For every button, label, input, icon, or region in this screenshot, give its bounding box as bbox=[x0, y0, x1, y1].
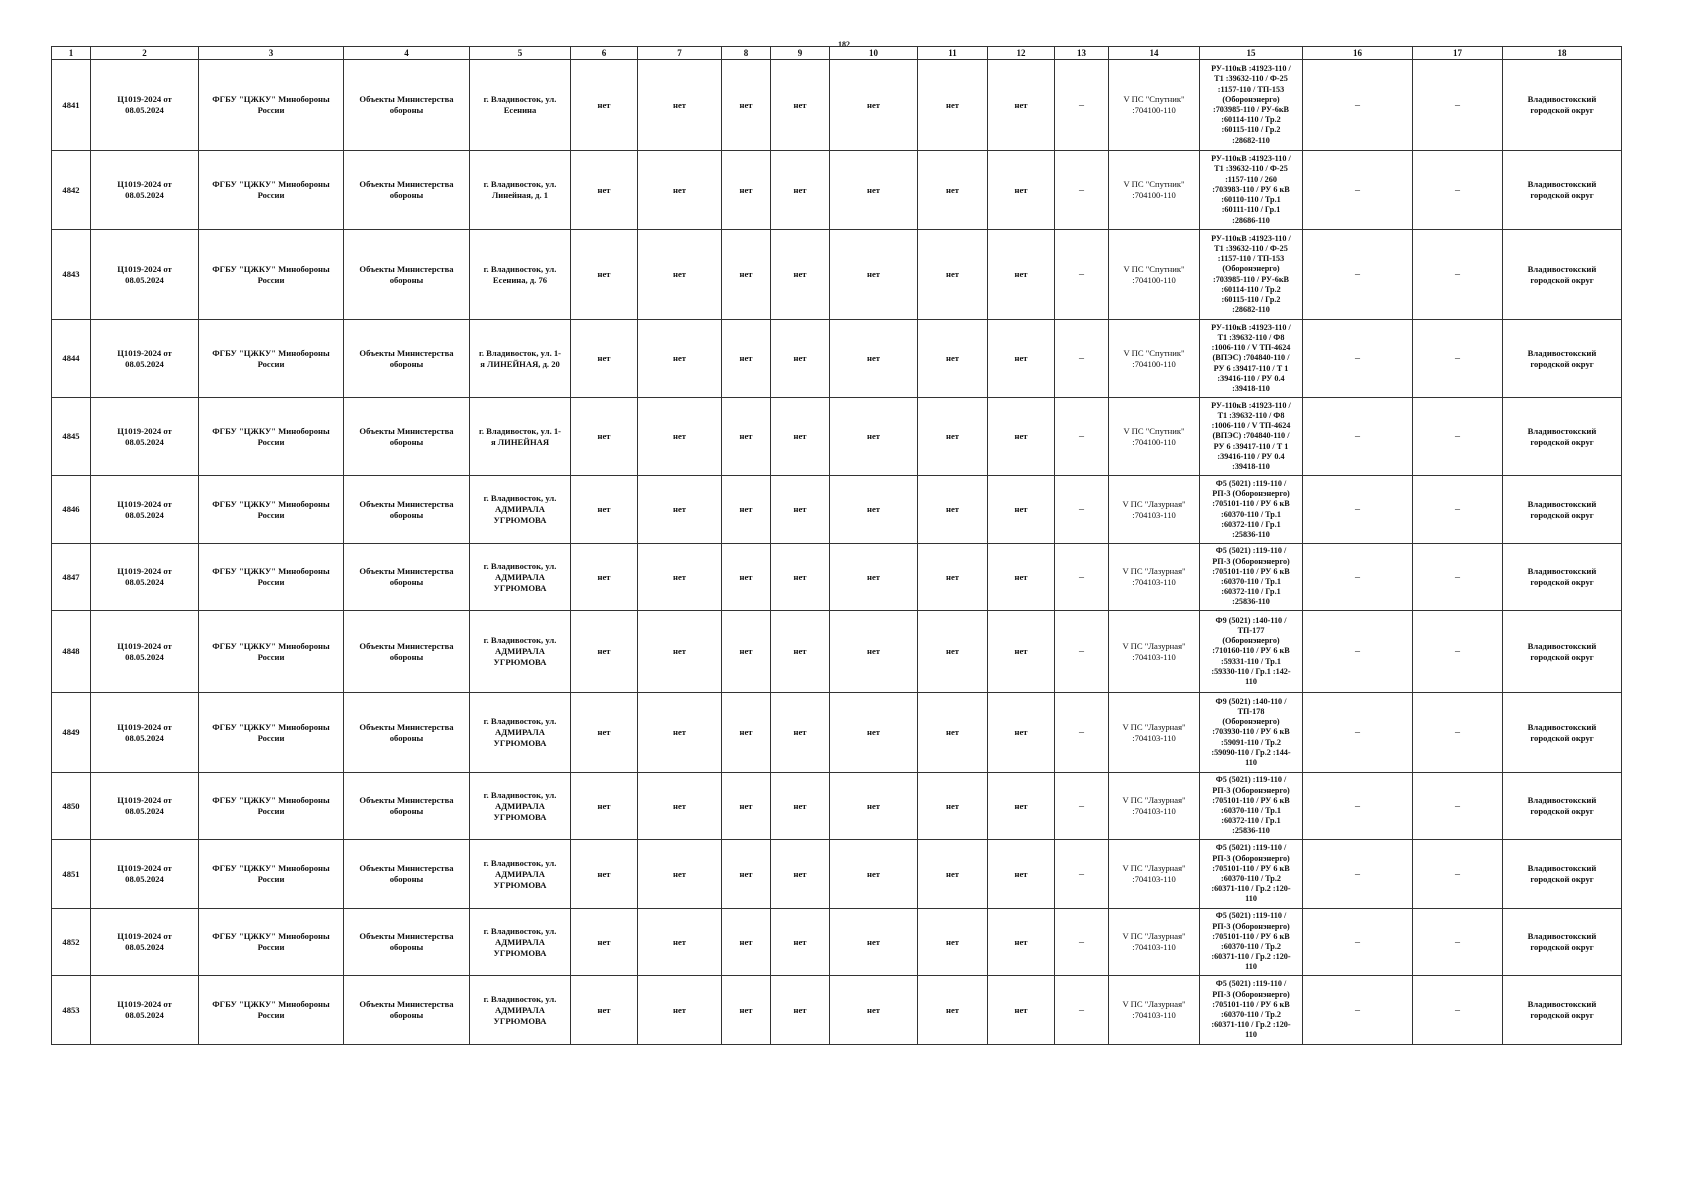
col16-value: – bbox=[1303, 230, 1413, 320]
col-header: 7 bbox=[638, 47, 722, 60]
col9-value: нет bbox=[771, 976, 830, 1045]
organization: ФГБУ "ЦЖКУ" Минобороны России bbox=[199, 976, 344, 1045]
col13-value: – bbox=[1055, 611, 1109, 693]
connection-route: Ф9 (5021) :140-110 / ТП-177 (Оборонэнерго) :710160-110 / РУ 6 кВ :59331-110 / Тр.1 :59330-110 / Гр.1 :142- 110 bbox=[1200, 611, 1303, 693]
col8-value: нет bbox=[722, 60, 771, 151]
address: г. Владивосток, ул. АДМИРАЛА УГРЮМОВА bbox=[470, 693, 571, 773]
col16-value: – bbox=[1303, 398, 1413, 476]
col13-value: – bbox=[1055, 230, 1109, 320]
col11-value: нет bbox=[918, 544, 988, 611]
district: Владивостокский городской округ bbox=[1503, 230, 1622, 320]
substation: V ПС "Спутник" :704100-110 bbox=[1109, 60, 1200, 151]
col17-value: – bbox=[1413, 230, 1503, 320]
col6-value: нет bbox=[571, 840, 638, 909]
col12-value: нет bbox=[988, 320, 1055, 398]
permit-number: Ц1019-2024 от 08.05.2024 bbox=[91, 693, 199, 773]
connection-route: РУ-110кВ :41923-110 / Т1 :39632-110 / Ф8 :1006-110 / V ТП-4624 (ВПЭС) :704840-110 / РУ 6 :39417-110 / Т 1 :39416-110 / РУ 0.4 :39418-110 bbox=[1200, 320, 1303, 398]
col6-value: нет bbox=[571, 320, 638, 398]
table-row bbox=[52, 151, 1622, 230]
col13-value: – bbox=[1055, 693, 1109, 773]
col13-value: – bbox=[1055, 840, 1109, 909]
col8-value: нет bbox=[722, 976, 771, 1045]
col6-value: нет bbox=[571, 693, 638, 773]
permit-number: Ц1019-2024 от 08.05.2024 bbox=[91, 398, 199, 476]
substation: V ПС "Лазурная" :704103-110 bbox=[1109, 909, 1200, 976]
table-row bbox=[52, 773, 1622, 840]
district: Владивостокский городской округ bbox=[1503, 611, 1622, 693]
address: г. Владивосток, ул. АДМИРАЛА УГРЮМОВА bbox=[470, 773, 571, 840]
col7-value: нет bbox=[638, 909, 722, 976]
connection-route: Ф5 (5021) :119-110 / РП-3 (Оборонэнерго) :705101-110 / РУ 6 кВ :60370-110 / Тр.2 :60371-110 / Гр.2 :120- 110 bbox=[1200, 909, 1303, 976]
connection-route: Ф5 (5021) :119-110 / РП-3 (Оборонэнерго) :705101-110 / РУ 6 кВ :60370-110 / Тр.2 :60371-110 / Гр.2 :120- 110 bbox=[1200, 840, 1303, 909]
object-name: Объекты Министерства обороны bbox=[344, 476, 470, 544]
col11-value: нет bbox=[918, 909, 988, 976]
table-row bbox=[52, 476, 1622, 544]
col11-value: нет bbox=[918, 840, 988, 909]
col10-value: нет bbox=[830, 773, 918, 840]
col17-value: – bbox=[1413, 611, 1503, 693]
object-name: Объекты Министерства обороны bbox=[344, 773, 470, 840]
col12-value: нет bbox=[988, 230, 1055, 320]
col13-value: – bbox=[1055, 544, 1109, 611]
col12-value: нет bbox=[988, 544, 1055, 611]
col16-value: – bbox=[1303, 60, 1413, 151]
table-body bbox=[52, 60, 1622, 1045]
col-header: 18 bbox=[1503, 47, 1622, 60]
table-row bbox=[52, 611, 1622, 693]
col12-value: нет bbox=[988, 693, 1055, 773]
organization: ФГБУ "ЦЖКУ" Минобороны России bbox=[199, 840, 344, 909]
col-header: 1 bbox=[52, 47, 91, 60]
substation: V ПС "Спутник" :704100-110 bbox=[1109, 230, 1200, 320]
permit-number: Ц1019-2024 от 08.05.2024 bbox=[91, 230, 199, 320]
col13-value: – bbox=[1055, 476, 1109, 544]
table-row bbox=[52, 693, 1622, 773]
col8-value: нет bbox=[722, 544, 771, 611]
table-row bbox=[52, 840, 1622, 909]
object-name: Объекты Министерства обороны bbox=[344, 544, 470, 611]
organization: ФГБУ "ЦЖКУ" Минобороны России bbox=[199, 909, 344, 976]
col11-value: нет bbox=[918, 476, 988, 544]
col9-value: нет bbox=[771, 398, 830, 476]
col17-value: – bbox=[1413, 320, 1503, 398]
permit-number: Ц1019-2024 от 08.05.2024 bbox=[91, 840, 199, 909]
col17-value: – bbox=[1413, 151, 1503, 230]
col9-value: нет bbox=[771, 840, 830, 909]
permit-number: Ц1019-2024 от 08.05.2024 bbox=[91, 476, 199, 544]
col7-value: нет bbox=[638, 320, 722, 398]
table-row bbox=[52, 60, 1622, 151]
object-name: Объекты Министерства обороны bbox=[344, 60, 470, 151]
table-row bbox=[52, 976, 1622, 1045]
col13-value: – bbox=[1055, 151, 1109, 230]
col10-value: нет bbox=[830, 693, 918, 773]
col13-value: – bbox=[1055, 320, 1109, 398]
address: г. Владивосток, ул. АДМИРАЛА УГРЮМОВА bbox=[470, 976, 571, 1045]
organization: ФГБУ "ЦЖКУ" Минобороны России bbox=[199, 476, 344, 544]
col12-value: нет bbox=[988, 909, 1055, 976]
col13-value: – bbox=[1055, 60, 1109, 151]
col6-value: нет bbox=[571, 398, 638, 476]
connection-route: РУ-110кВ :41923-110 / Т1 :39632-110 / Ф-25 :1157-110 / ТП-153 (Оборонэнерго) :703985-110 / РУ-6кВ :60114-110 / Тр.2 :60115-110 / Гр.2 :28682-110 bbox=[1200, 60, 1303, 151]
address: г. Владивосток, ул. Есенина bbox=[470, 60, 571, 151]
substation: V ПС "Лазурная" :704103-110 bbox=[1109, 611, 1200, 693]
col9-value: нет bbox=[771, 693, 830, 773]
table-row bbox=[52, 320, 1622, 398]
col10-value: нет bbox=[830, 909, 918, 976]
organization: ФГБУ "ЦЖКУ" Минобороны России bbox=[199, 693, 344, 773]
permit-number: Ц1019-2024 от 08.05.2024 bbox=[91, 544, 199, 611]
address: г. Владивосток, ул. АДМИРАЛА УГРЮМОВА bbox=[470, 840, 571, 909]
col10-value: нет bbox=[830, 230, 918, 320]
col-header: 11 bbox=[918, 47, 988, 60]
header-row bbox=[52, 47, 1622, 60]
col-header: 5 bbox=[470, 47, 571, 60]
col9-value: нет bbox=[771, 476, 830, 544]
col6-value: нет bbox=[571, 151, 638, 230]
col7-value: нет bbox=[638, 611, 722, 693]
organization: ФГБУ "ЦЖКУ" Минобороны России bbox=[199, 60, 344, 151]
object-name: Объекты Министерства обороны bbox=[344, 230, 470, 320]
address: г. Владивосток, ул. Есенина, д. 76 bbox=[470, 230, 571, 320]
row-number: 4850 bbox=[52, 773, 91, 840]
district: Владивостокский городской округ bbox=[1503, 544, 1622, 611]
connection-route: Ф5 (5021) :119-110 / РП-3 (Оборонэнерго) :705101-110 / РУ 6 кВ :60370-110 / Тр.1 :60372-110 / Гр.1 :25836-110 bbox=[1200, 476, 1303, 544]
object-name: Объекты Министерства обороны bbox=[344, 976, 470, 1045]
permit-number: Ц1019-2024 от 08.05.2024 bbox=[91, 611, 199, 693]
col17-value: – bbox=[1413, 693, 1503, 773]
col10-value: нет bbox=[830, 611, 918, 693]
col16-value: – bbox=[1303, 840, 1413, 909]
address: г. Владивосток, ул. АДМИРАЛА УГРЮМОВА bbox=[470, 611, 571, 693]
col17-value: – bbox=[1413, 60, 1503, 151]
row-number: 4843 bbox=[52, 230, 91, 320]
col6-value: нет bbox=[571, 909, 638, 976]
permit-number: Ц1019-2024 от 08.05.2024 bbox=[91, 151, 199, 230]
col11-value: нет bbox=[918, 611, 988, 693]
connection-route: Ф5 (5021) :119-110 / РП-3 (Оборонэнерго) :705101-110 / РУ 6 кВ :60370-110 / Тр.1 :60372-110 / Гр.1 :25836-110 bbox=[1200, 544, 1303, 611]
col9-value: нет bbox=[771, 230, 830, 320]
col11-value: нет bbox=[918, 230, 988, 320]
row-number: 4851 bbox=[52, 840, 91, 909]
col12-value: нет bbox=[988, 398, 1055, 476]
col-header: 9 bbox=[771, 47, 830, 60]
permit-number: Ц1019-2024 от 08.05.2024 bbox=[91, 320, 199, 398]
col11-value: нет bbox=[918, 398, 988, 476]
col17-value: – bbox=[1413, 544, 1503, 611]
col12-value: нет bbox=[988, 476, 1055, 544]
district: Владивостокский городской округ bbox=[1503, 840, 1622, 909]
col-header: 3 bbox=[199, 47, 344, 60]
col7-value: нет bbox=[638, 693, 722, 773]
col8-value: нет bbox=[722, 773, 771, 840]
col9-value: нет bbox=[771, 611, 830, 693]
permit-number: Ц1019-2024 от 08.05.2024 bbox=[91, 773, 199, 840]
col12-value: нет bbox=[988, 151, 1055, 230]
col-header: 17 bbox=[1413, 47, 1503, 60]
col9-value: нет bbox=[771, 909, 830, 976]
col8-value: нет bbox=[722, 909, 771, 976]
permit-number: Ц1019-2024 от 08.05.2024 bbox=[91, 909, 199, 976]
col8-value: нет bbox=[722, 693, 771, 773]
substation: V ПС "Спутник" :704100-110 bbox=[1109, 151, 1200, 230]
col9-value: нет bbox=[771, 773, 830, 840]
col16-value: – bbox=[1303, 909, 1413, 976]
col7-value: нет bbox=[638, 840, 722, 909]
col-header: 15 bbox=[1200, 47, 1303, 60]
substation: V ПС "Лазурная" :704103-110 bbox=[1109, 693, 1200, 773]
col10-value: нет bbox=[830, 398, 918, 476]
district: Владивостокский городской округ bbox=[1503, 773, 1622, 840]
organization: ФГБУ "ЦЖКУ" Минобороны России bbox=[199, 151, 344, 230]
organization: ФГБУ "ЦЖКУ" Минобороны России bbox=[199, 773, 344, 840]
table-row bbox=[52, 909, 1622, 976]
col7-value: нет bbox=[638, 151, 722, 230]
permit-number: Ц1019-2024 от 08.05.2024 bbox=[91, 60, 199, 151]
col-header: 6 bbox=[571, 47, 638, 60]
district: Владивостокский городской округ bbox=[1503, 976, 1622, 1045]
col10-value: нет bbox=[830, 320, 918, 398]
col16-value: – bbox=[1303, 544, 1413, 611]
col-header: 13 bbox=[1055, 47, 1109, 60]
object-name: Объекты Министерства обороны bbox=[344, 151, 470, 230]
permit-number: Ц1019-2024 от 08.05.2024 bbox=[91, 976, 199, 1045]
col17-value: – bbox=[1413, 773, 1503, 840]
address: г. Владивосток, ул. АДМИРАЛА УГРЮМОВА bbox=[470, 909, 571, 976]
organization: ФГБУ "ЦЖКУ" Минобороны России bbox=[199, 544, 344, 611]
col10-value: нет bbox=[830, 544, 918, 611]
col7-value: нет bbox=[638, 544, 722, 611]
col13-value: – bbox=[1055, 909, 1109, 976]
address: г. Владивосток, ул. Линейная, д. 1 bbox=[470, 151, 571, 230]
col-header: 12 bbox=[988, 47, 1055, 60]
col12-value: нет bbox=[988, 976, 1055, 1045]
col7-value: нет bbox=[638, 398, 722, 476]
row-number: 4844 bbox=[52, 320, 91, 398]
col6-value: нет bbox=[571, 773, 638, 840]
col10-value: нет bbox=[830, 976, 918, 1045]
district: Владивостокский городской округ bbox=[1503, 476, 1622, 544]
col9-value: нет bbox=[771, 544, 830, 611]
object-name: Объекты Министерства обороны bbox=[344, 693, 470, 773]
col-header: 14 bbox=[1109, 47, 1200, 60]
row-number: 4841 bbox=[52, 60, 91, 151]
organization: ФГБУ "ЦЖКУ" Минобороны России bbox=[199, 320, 344, 398]
substation: V ПС "Лазурная" :704103-110 bbox=[1109, 773, 1200, 840]
col6-value: нет bbox=[571, 544, 638, 611]
col10-value: нет bbox=[830, 840, 918, 909]
row-number: 4845 bbox=[52, 398, 91, 476]
col16-value: – bbox=[1303, 320, 1413, 398]
col11-value: нет bbox=[918, 60, 988, 151]
row-number: 4847 bbox=[52, 544, 91, 611]
col17-value: – bbox=[1413, 476, 1503, 544]
col8-value: нет bbox=[722, 320, 771, 398]
object-name: Объекты Министерства обороны bbox=[344, 909, 470, 976]
col16-value: – bbox=[1303, 976, 1413, 1045]
col11-value: нет bbox=[918, 976, 988, 1045]
substation: V ПС "Лазурная" :704103-110 bbox=[1109, 544, 1200, 611]
district: Владивостокский городской округ bbox=[1503, 693, 1622, 773]
substation: V ПС "Лазурная" :704103-110 bbox=[1109, 976, 1200, 1045]
connection-route: Ф5 (5021) :119-110 / РП-3 (Оборонэнерго) :705101-110 / РУ 6 кВ :60370-110 / Тр.1 :60372-110 / Гр.1 :25836-110 bbox=[1200, 773, 1303, 840]
col7-value: нет bbox=[638, 60, 722, 151]
col11-value: нет bbox=[918, 773, 988, 840]
object-name: Объекты Министерства обороны bbox=[344, 611, 470, 693]
col13-value: – bbox=[1055, 976, 1109, 1045]
table-row bbox=[52, 230, 1622, 320]
col16-value: – bbox=[1303, 693, 1413, 773]
registry-table bbox=[51, 46, 1622, 1045]
col7-value: нет bbox=[638, 230, 722, 320]
organization: ФГБУ "ЦЖКУ" Минобороны России bbox=[199, 611, 344, 693]
page-number: 182 bbox=[838, 40, 850, 49]
substation: V ПС "Лазурная" :704103-110 bbox=[1109, 840, 1200, 909]
address: г. Владивосток, ул. АДМИРАЛА УГРЮМОВА bbox=[470, 544, 571, 611]
col16-value: – bbox=[1303, 611, 1413, 693]
object-name: Объекты Министерства обороны bbox=[344, 320, 470, 398]
row-number: 4849 bbox=[52, 693, 91, 773]
col10-value: нет bbox=[830, 60, 918, 151]
col17-value: – bbox=[1413, 840, 1503, 909]
col7-value: нет bbox=[638, 476, 722, 544]
col9-value: нет bbox=[771, 320, 830, 398]
row-number: 4846 bbox=[52, 476, 91, 544]
address: г. Владивосток, ул. 1- я ЛИНЕЙНАЯ, д. 20 bbox=[470, 320, 571, 398]
row-number: 4852 bbox=[52, 909, 91, 976]
table-row bbox=[52, 398, 1622, 476]
address: г. Владивосток, ул. 1- я ЛИНЕЙНАЯ bbox=[470, 398, 571, 476]
row-number: 4853 bbox=[52, 976, 91, 1045]
district: Владивостокский городской округ bbox=[1503, 151, 1622, 230]
col17-value: – bbox=[1413, 976, 1503, 1045]
row-number: 4842 bbox=[52, 151, 91, 230]
district: Владивостокский городской округ bbox=[1503, 320, 1622, 398]
col7-value: нет bbox=[638, 976, 722, 1045]
col10-value: нет bbox=[830, 476, 918, 544]
object-name: Объекты Министерства обороны bbox=[344, 398, 470, 476]
col16-value: – bbox=[1303, 773, 1413, 840]
col6-value: нет bbox=[571, 230, 638, 320]
col-header: 10 bbox=[830, 47, 918, 60]
substation: V ПС "Спутник" :704100-110 bbox=[1109, 320, 1200, 398]
col7-value: нет bbox=[638, 773, 722, 840]
col8-value: нет bbox=[722, 476, 771, 544]
connection-route: РУ-110кВ :41923-110 / Т1 :39632-110 / Ф-25 :1157-110 / ТП-153 (Оборонэнерго) :703985-110 / РУ-6кВ :60114-110 / Тр.2 :60115-110 / Гр.2 :28682-110 bbox=[1200, 230, 1303, 320]
col-header: 16 bbox=[1303, 47, 1413, 60]
col6-value: нет bbox=[571, 60, 638, 151]
col8-value: нет bbox=[722, 611, 771, 693]
connection-route: РУ-110кВ :41923-110 / Т1 :39632-110 / Ф8 :1006-110 / V ТП-4624 (ВПЭС) :704840-110 / РУ 6 :39417-110 / Т 1 :39416-110 / РУ 0.4 :39418-110 bbox=[1200, 398, 1303, 476]
col13-value: – bbox=[1055, 773, 1109, 840]
col6-value: нет bbox=[571, 611, 638, 693]
table-row bbox=[52, 544, 1622, 611]
substation: V ПС "Лазурная" :704103-110 bbox=[1109, 476, 1200, 544]
col16-value: – bbox=[1303, 151, 1413, 230]
col9-value: нет bbox=[771, 60, 830, 151]
col12-value: нет bbox=[988, 840, 1055, 909]
col12-value: нет bbox=[988, 60, 1055, 151]
col17-value: – bbox=[1413, 909, 1503, 976]
col8-value: нет bbox=[722, 151, 771, 230]
district: Владивостокский городской округ bbox=[1503, 60, 1622, 151]
col8-value: нет bbox=[722, 840, 771, 909]
organization: ФГБУ "ЦЖКУ" Минобороны России bbox=[199, 398, 344, 476]
col-header: 2 bbox=[91, 47, 199, 60]
district: Владивостокский городской округ bbox=[1503, 398, 1622, 476]
col-header: 4 bbox=[344, 47, 470, 60]
col10-value: нет bbox=[830, 151, 918, 230]
district: Владивостокский городской округ bbox=[1503, 909, 1622, 976]
object-name: Объекты Министерства обороны bbox=[344, 840, 470, 909]
col11-value: нет bbox=[918, 693, 988, 773]
address: г. Владивосток, ул. АДМИРАЛА УГРЮМОВА bbox=[470, 476, 571, 544]
col13-value: – bbox=[1055, 398, 1109, 476]
row-number: 4848 bbox=[52, 611, 91, 693]
substation: V ПС "Спутник" :704100-110 bbox=[1109, 398, 1200, 476]
col11-value: нет bbox=[918, 320, 988, 398]
col11-value: нет bbox=[918, 151, 988, 230]
connection-route: РУ-110кВ :41923-110 / Т1 :39632-110 / Ф-25 :1157-110 / 260 :703983-110 / РУ 6 кВ :60110-110 / Тр.1 :60111-110 / Гр.1 :28686-110 bbox=[1200, 151, 1303, 230]
col17-value: – bbox=[1413, 398, 1503, 476]
connection-route: Ф5 (5021) :119-110 / РП-3 (Оборонэнерго) :705101-110 / РУ 6 кВ :60370-110 / Тр.2 :60371-110 / Гр.2 :120- 110 bbox=[1200, 976, 1303, 1045]
col9-value: нет bbox=[771, 151, 830, 230]
col12-value: нет bbox=[988, 611, 1055, 693]
connection-route: Ф9 (5021) :140-110 / ТП-178 (Оборонэнерго) :703930-110 / РУ 6 кВ :59091-110 / Тр.2 :59090-110 / Гр.2 :144- 110 bbox=[1200, 693, 1303, 773]
col16-value: – bbox=[1303, 476, 1413, 544]
col8-value: нет bbox=[722, 398, 771, 476]
organization: ФГБУ "ЦЖКУ" Минобороны России bbox=[199, 230, 344, 320]
col6-value: нет bbox=[571, 476, 638, 544]
col12-value: нет bbox=[988, 773, 1055, 840]
col-header: 8 bbox=[722, 47, 771, 60]
col8-value: нет bbox=[722, 230, 771, 320]
col6-value: нет bbox=[571, 976, 638, 1045]
